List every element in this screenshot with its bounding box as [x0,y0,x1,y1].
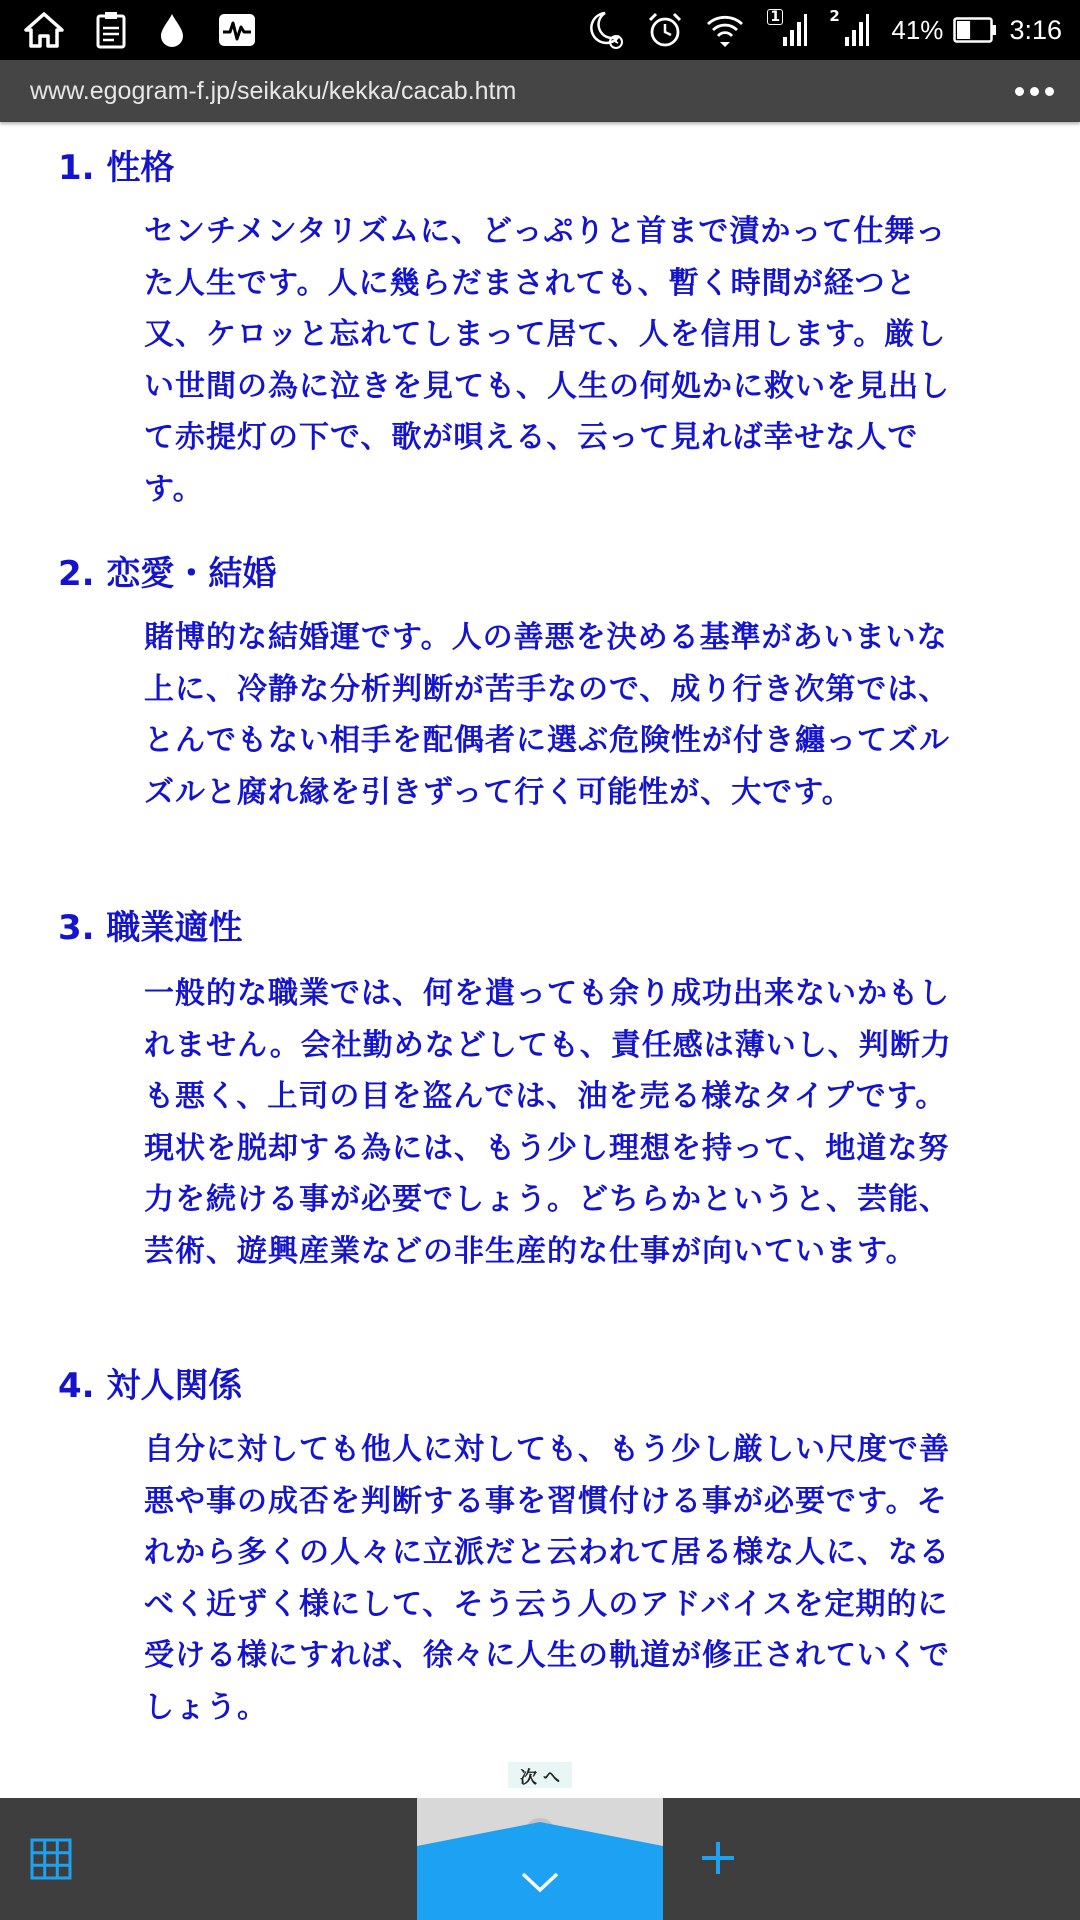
night-mode-icon [587,10,625,50]
sim2-badge: 2 [829,7,840,25]
clipboard-icon [96,11,126,49]
grid-icon[interactable] [30,1838,72,1880]
page-content [0,122,1080,1798]
signal-sim2-icon [829,7,869,47]
section-body: 自分に対しても他人に対しても、もう少し厳しい尺度で善悪や事の成否を判断する事を習慣付ける事が必要です。それから多くの人々に立派だと云われて居る様な人に、なるべく近ずく様にして、そう云う人のアドバイスを定期的に受ける様にすれば、徐々に人生の軌道が修正されていくでしょう。 [144,1432,950,1725]
section-title: 4. 対人関係 [58,1366,243,1406]
home-icon [24,12,64,48]
section-title: 2. 恋愛・結婚 [58,554,277,594]
chevron-down-icon[interactable] [520,1870,560,1898]
sim1-badge: 1 [767,9,783,25]
url-bar[interactable] [0,60,1080,122]
bottom-toolbar [0,1798,1080,1920]
clock: 3:16 [1009,14,1062,45]
scroll-down-button[interactable] [417,1798,663,1920]
battery-percent: 41% [891,14,944,45]
next-page-link[interactable]: 次 へ [508,1762,572,1788]
pulse-icon [218,13,256,47]
more-dots-icon[interactable] [1009,87,1054,96]
section-title: 3. 職業適性 [58,908,243,948]
status-bar-right [565,7,1062,50]
battery-icon [953,17,997,43]
alarm-icon [647,11,683,49]
signal-sim1-icon [767,9,807,47]
status-bar-left [24,11,288,49]
status-bar [0,0,1080,60]
section-body: 賭博的な結婚運です。人の善悪を決める基準があいまいな上に、冷静な分析判断が苦手なので、成り行き次第では、とんでもない相手を配偶者に選ぶ危険性が付き纏ってズルズルと腐れ縁を引きずって行く可能性が、大です。 [144,620,950,810]
section-body: センチメンタリズムに、どっぷりと首まで漬かって仕舞った人生です。人に幾らだまされても、暫く時間が経つと又、ケロッと忘れてしまって居て、人を信用します。厳しい世間の為に泣きを見ても、人生の何処かに救いを見出して赤提灯の下で、歌が唄える、云って見れば幸せな人です。 [144,214,950,507]
url-text[interactable]: www.egogram-f.jp/seikaku/kekka/cacab.htm [30,76,517,105]
section-body: 一般的な職業では、何を遣っても余り成功出来ないかもしれません。会社勤めなどしても、責任感は薄いし、判断力も悪く、上司の目を盗んでは、油を売る様なタイプです。現状を脱却する為には、もう少し理想を持って、地道な努力を続ける事が必要でしょう。どちらかというと、芸能、芸術、遊興産業などの非生産的な仕事が向いています。 [144,976,952,1269]
wifi-icon [705,12,745,48]
plus-icon[interactable] [700,1840,736,1876]
water-drop-icon [158,12,186,48]
section-title: 1. 性格 [58,148,175,188]
